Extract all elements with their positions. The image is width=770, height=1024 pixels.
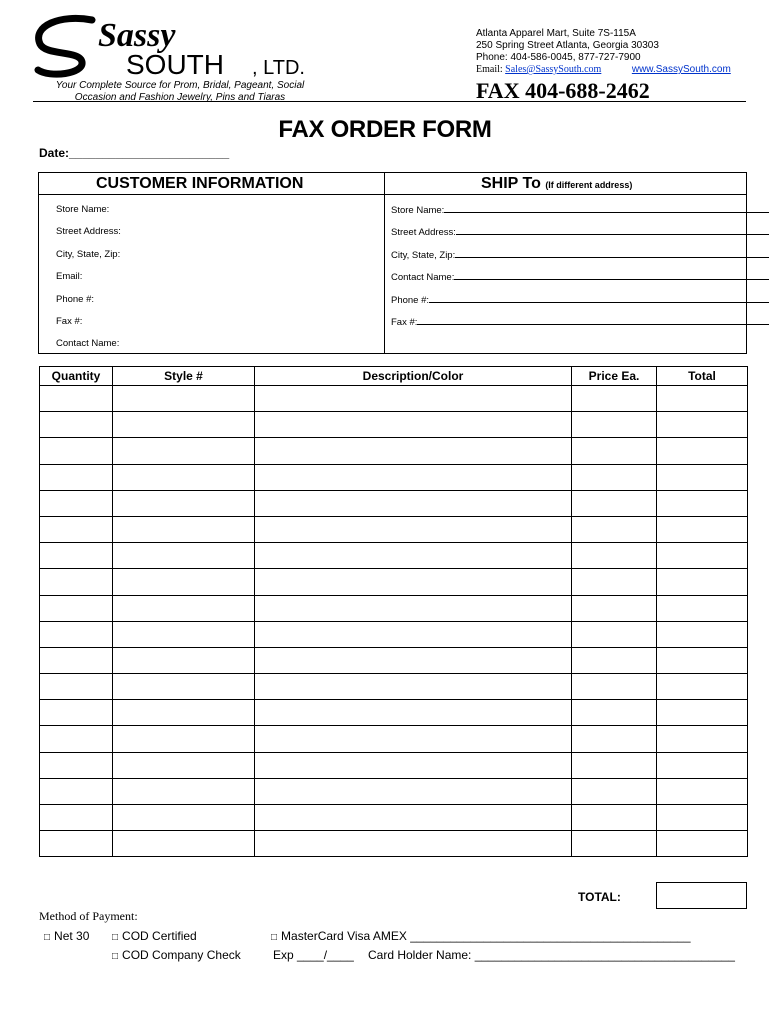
table-cell[interactable] [572, 464, 657, 490]
form-title: FAX ORDER FORM [278, 116, 492, 143]
net30-label: Net 30 [54, 929, 90, 943]
email-label: Email: [476, 64, 506, 75]
table-cell[interactable] [572, 386, 657, 412]
table-cell[interactable] [255, 647, 572, 673]
cod-certified-option[interactable] [112, 929, 197, 943]
header-quantity: Quantity [40, 367, 113, 386]
table-cell[interactable] [657, 726, 748, 752]
table-cell[interactable] [657, 778, 748, 804]
table-cell[interactable] [657, 569, 748, 595]
table-cell[interactable] [572, 412, 657, 438]
customer-field[interactable]: Phone #: [56, 293, 95, 305]
table-row [40, 831, 748, 857]
table-cell[interactable] [113, 831, 255, 857]
table-cell[interactable] [255, 412, 572, 438]
ship-to-note: (If different address) [545, 180, 633, 190]
table-cell[interactable] [113, 726, 255, 752]
ship-field-line[interactable] [429, 294, 769, 303]
ship-field-label: Store Name: [391, 205, 445, 216]
logo-script-text: Sassy [98, 17, 176, 54]
table-row [40, 647, 748, 673]
ship-field-label: Contact Name: [391, 272, 455, 284]
ship-field-line[interactable] [456, 226, 769, 235]
cod-company-check-label: COD Company Check [122, 948, 241, 962]
table-header-row [40, 367, 748, 386]
cod-certified-checkbox[interactable]: □ [112, 932, 119, 943]
table-row [40, 569, 748, 595]
table-cell[interactable] [40, 412, 113, 438]
table-cell[interactable] [113, 490, 255, 516]
address-line-1: Atlanta Apparel Mart, Suite 7S-115A [476, 28, 636, 39]
table-cell[interactable] [657, 464, 748, 490]
table-cell[interactable] [572, 752, 657, 778]
ship-field-label: Fax #: [391, 317, 418, 328]
table-cell[interactable] [657, 674, 748, 700]
table-cell[interactable] [40, 595, 113, 621]
table-row [40, 805, 748, 831]
header-price: Price Ea. [572, 367, 657, 386]
net30-option[interactable] [44, 929, 89, 943]
box-divider-horizontal [38, 194, 747, 195]
table-cell[interactable] [40, 516, 113, 542]
payment-method-title: Method of Payment: [39, 909, 138, 923]
card-types-label: MasterCard Visa AMEX __________________________________________ [281, 929, 691, 943]
ship-field[interactable] [391, 249, 769, 261]
card-exp-field[interactable]: Exp ____/____ [273, 948, 354, 962]
table-cell[interactable] [255, 674, 572, 700]
table-cell[interactable] [657, 438, 748, 464]
table-row [40, 543, 748, 569]
table-cell[interactable] [40, 621, 113, 647]
card-options[interactable] [271, 929, 691, 943]
table-cell[interactable] [255, 595, 572, 621]
table-row [40, 490, 748, 516]
header-description: Description/Color [255, 367, 572, 386]
box-divider-vertical [384, 172, 385, 354]
table-cell[interactable] [113, 595, 255, 621]
table-cell[interactable] [113, 438, 255, 464]
phone-line: Phone: 404-586-0045, 877-727-7900 [476, 52, 641, 63]
table-row [40, 464, 748, 490]
tagline-line-2: Occasion and Fashion Jewelry, Pins and Tiaras [74, 92, 286, 103]
table-row [40, 752, 748, 778]
sassy-south-logo [30, 14, 320, 80]
ship-field-line[interactable] [455, 249, 769, 258]
table-row [40, 438, 748, 464]
ship-field-line[interactable] [444, 204, 769, 213]
table-cell[interactable] [40, 438, 113, 464]
header-divider [33, 101, 746, 102]
table-cell[interactable] [572, 674, 657, 700]
table-row [40, 700, 748, 726]
total-field[interactable] [656, 882, 747, 909]
table-row [40, 595, 748, 621]
table-cell[interactable] [113, 516, 255, 542]
table-cell[interactable] [255, 386, 572, 412]
ship-field-label: Phone #: [391, 294, 430, 306]
customer-field[interactable]: City, State, Zip: [56, 248, 121, 260]
table-cell[interactable] [40, 386, 113, 412]
website-link[interactable]: www.SassySouth.com [631, 64, 731, 75]
ship-field-label: City, State, Zip: [391, 249, 456, 261]
table-cell[interactable] [255, 778, 572, 804]
ship-to-heading [481, 175, 632, 193]
table-cell[interactable] [113, 647, 255, 673]
table-cell[interactable] [255, 490, 572, 516]
ship-field[interactable] [391, 294, 769, 306]
table-cell[interactable] [572, 726, 657, 752]
date-field[interactable]: Date:________________________ [39, 146, 230, 160]
table-cell[interactable] [40, 831, 113, 857]
table-cell[interactable] [113, 464, 255, 490]
table-cell[interactable] [657, 516, 748, 542]
cod-company-check-checkbox[interactable]: □ [112, 951, 119, 962]
table-cell[interactable] [40, 543, 113, 569]
table-cell[interactable] [657, 543, 748, 569]
table-row [40, 674, 748, 700]
table-cell[interactable] [255, 752, 572, 778]
net30-checkbox[interactable]: □ [44, 932, 51, 943]
table-cell[interactable] [113, 412, 255, 438]
ship-field[interactable] [391, 316, 769, 328]
ship-to-label: SHIP To [481, 175, 541, 192]
table-cell[interactable] [40, 805, 113, 831]
table-cell[interactable] [657, 805, 748, 831]
ship-field[interactable] [391, 204, 769, 216]
table-cell[interactable] [572, 490, 657, 516]
table-row [40, 726, 748, 752]
table-cell[interactable] [572, 543, 657, 569]
table-cell[interactable] [572, 438, 657, 464]
table-cell[interactable] [572, 516, 657, 542]
order-items-table [39, 366, 748, 857]
table-cell[interactable] [40, 647, 113, 673]
customer-field[interactable]: Contact Name: [56, 338, 120, 350]
table-cell[interactable] [113, 752, 255, 778]
ship-field[interactable] [391, 226, 769, 238]
table-cell[interactable] [657, 700, 748, 726]
table-cell[interactable] [255, 543, 572, 569]
customer-info-heading: CUSTOMER INFORMATION [96, 175, 304, 192]
table-cell[interactable] [255, 464, 572, 490]
table-cell[interactable] [657, 386, 748, 412]
table-cell[interactable] [113, 674, 255, 700]
table-row [40, 386, 748, 412]
card-holder-field[interactable]: Card Holder Name: _______________________________________ [368, 948, 735, 962]
table-cell[interactable] [255, 805, 572, 831]
address-line-2: 250 Spring Street Atlanta, Georgia 30303 [476, 40, 659, 51]
table-cell[interactable] [113, 569, 255, 595]
total-label: TOTAL: [578, 890, 621, 904]
cod-company-check-option[interactable] [112, 948, 241, 962]
table-cell[interactable] [657, 595, 748, 621]
table-cell[interactable] [657, 490, 748, 516]
table-cell[interactable] [113, 621, 255, 647]
fax-number: FAX 404-688-2462 [476, 78, 650, 103]
table-cell[interactable] [255, 700, 572, 726]
table-cell[interactable] [572, 595, 657, 621]
table-cell[interactable] [572, 621, 657, 647]
table-cell[interactable] [113, 543, 255, 569]
table-cell[interactable] [255, 726, 572, 752]
table-cell[interactable] [255, 621, 572, 647]
table-cell[interactable] [255, 438, 572, 464]
header-style: Style # [113, 367, 255, 386]
contact-block [476, 28, 731, 76]
table-cell[interactable] [40, 752, 113, 778]
table-cell[interactable] [40, 700, 113, 726]
tagline-line-1: Your Complete Source for Prom, Bridal, Pageant, Social [55, 80, 305, 91]
table-cell[interactable] [657, 621, 748, 647]
logo-south-text: SOUTH [126, 49, 224, 80]
logo-ltd-text: , LTD. [252, 57, 305, 79]
ship-field-line[interactable] [417, 316, 769, 325]
table-cell[interactable] [40, 569, 113, 595]
table-cell[interactable] [40, 464, 113, 490]
table-cell[interactable] [657, 831, 748, 857]
customer-field[interactable]: Fax #: [56, 316, 83, 327]
table-cell[interactable] [113, 386, 255, 412]
ship-field-line[interactable] [454, 271, 769, 280]
table-row [40, 621, 748, 647]
cod-certified-label: COD Certified [122, 929, 197, 943]
customer-field[interactable]: Street Address: [56, 226, 121, 238]
table-cell[interactable] [657, 647, 748, 673]
header-total: Total [657, 367, 748, 386]
table-cell[interactable] [572, 569, 657, 595]
email-line [476, 64, 731, 76]
table-cell[interactable] [572, 647, 657, 673]
table-cell[interactable] [113, 778, 255, 804]
table-cell[interactable] [572, 831, 657, 857]
table-cell[interactable] [40, 778, 113, 804]
customer-field[interactable]: Email: [56, 271, 83, 283]
table-row [40, 778, 748, 804]
table-row [40, 516, 748, 542]
table-cell[interactable] [572, 778, 657, 804]
card-checkbox[interactable]: □ [271, 932, 278, 943]
table-row [40, 412, 748, 438]
table-cell[interactable] [255, 831, 572, 857]
table-cell[interactable] [657, 752, 748, 778]
ship-field[interactable] [391, 271, 769, 283]
table-cell[interactable] [657, 412, 748, 438]
table-cell[interactable] [255, 569, 572, 595]
table-cell[interactable] [113, 700, 255, 726]
email-link[interactable]: Sales@SassySouth.com [505, 64, 602, 75]
table-cell[interactable] [40, 490, 113, 516]
table-cell[interactable] [572, 700, 657, 726]
table-cell[interactable] [40, 674, 113, 700]
customer-field[interactable]: Store Name: [56, 204, 110, 215]
ship-field-label: Street Address: [391, 227, 456, 239]
table-cell[interactable] [40, 726, 113, 752]
table-cell[interactable] [113, 805, 255, 831]
table-cell[interactable] [255, 516, 572, 542]
table-cell[interactable] [572, 805, 657, 831]
